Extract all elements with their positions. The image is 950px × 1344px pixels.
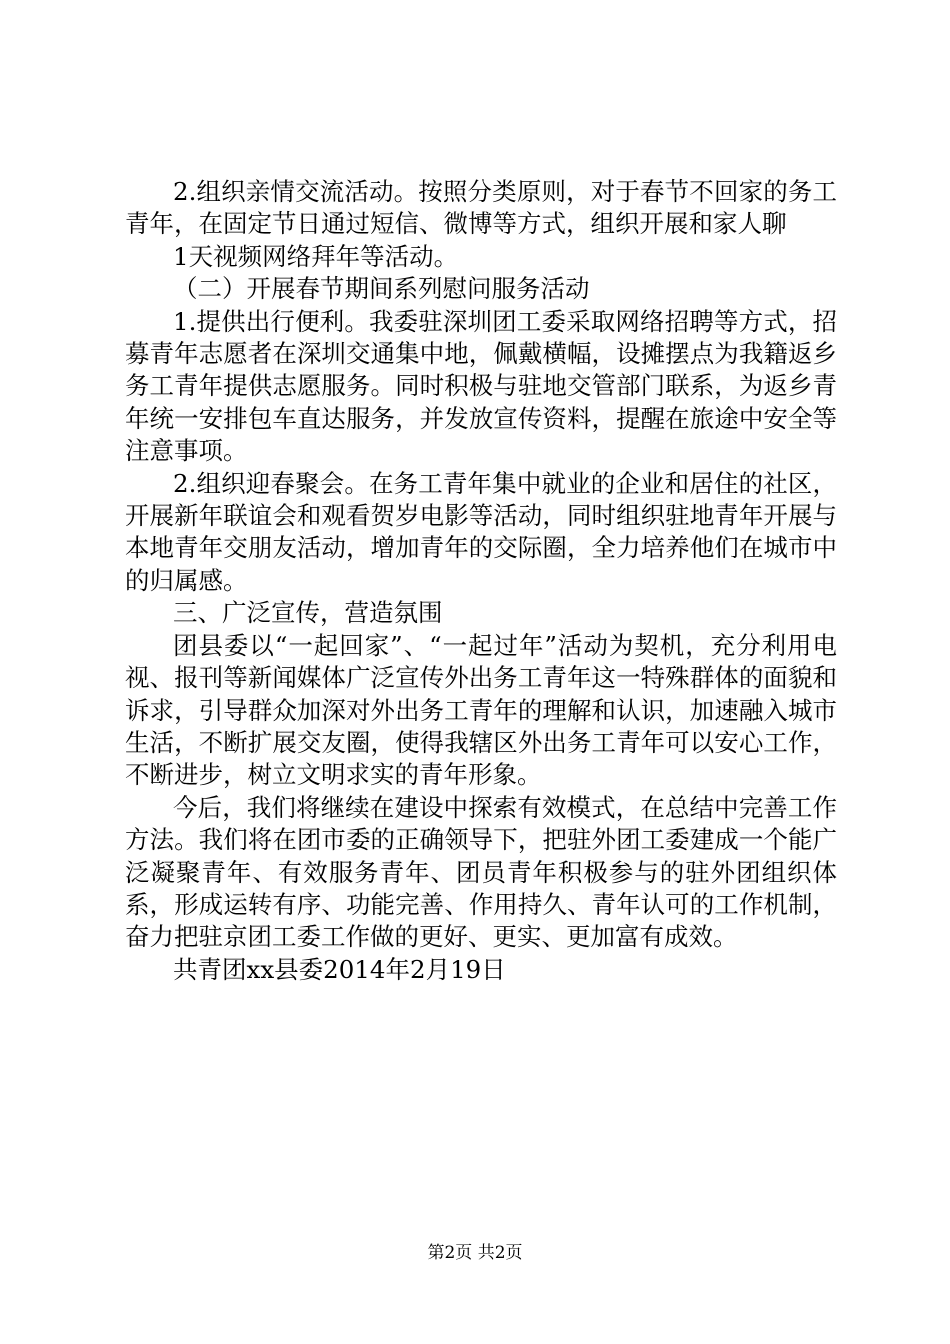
- paragraph-video-greeting: 1天视频网络拜年等活动。: [173, 241, 459, 271]
- page-footer: 第2页 共2页: [427, 1243, 523, 1263]
- paragraph-family-exchange: 2.组织亲情交流活动。按照分类原则，对于春节不回家的务工青年，在固定节日通过短信、微博等方式，组织开展和家人聊: [125, 177, 837, 239]
- document-body: [125, 176, 837, 986]
- paragraph-future-plans: 今后，我们将继续在建设中探索有效模式，在总结中完善工作方法。我们将在团市委的正确领导下，把驻外团工委建成一个能广泛凝聚青年、有效服务青年、团员青年积极参与的驻外团组织体系，形成运转有序、功能完善、作用持久、青年认可的工作机制，奋力把驻京团工委工作做的更好、更实、更加富有成效。: [125, 792, 837, 952]
- section-heading-publicity: 三、广泛宣传，营造氛围: [173, 598, 443, 628]
- paragraph-travel-convenience: 1.提供出行便利。我委驻深圳团工委采取网络招聘等方式，招募青年志愿者在深圳交通集中地，佩戴横幅，设摊摆点为我籍返乡务工青年提供志愿服务。同时积极与驻地交管部门联系，为返乡青年统一安排包车直达服务，并发放宣传资料，提醒在旅途中安全等注意事项。: [125, 306, 837, 466]
- paragraph-spring-gathering: 2.组织迎春聚会。在务工青年集中就业的企业和居住的社区，开展新年联谊会和观看贺岁电影等活动，同时组织驻地青年开展与本地青年交朋友活动，增加青年的交际圈，全力培养他们在城市中的归属感。: [125, 468, 837, 595]
- section-heading-spring-festival-services: （二）开展春节期间系列慰问服务活动: [173, 274, 590, 304]
- signature-line: 共青团xx县委2014年2月19日: [173, 954, 506, 984]
- paragraph-publicity: 团县委以“一起回家”、“一起过年”活动为契机，充分利用电视、报刊等新闻媒体广泛宣传外出务工青年这一特殊群体的面貌和诉求，引导群众加深对外出务工青年的理解和认识，加速融入城市生活，不断扩展交友圈，使得我辖区外出务工青年可以安心工作，不断进步，树立文明求实的青年形象。: [125, 630, 837, 790]
